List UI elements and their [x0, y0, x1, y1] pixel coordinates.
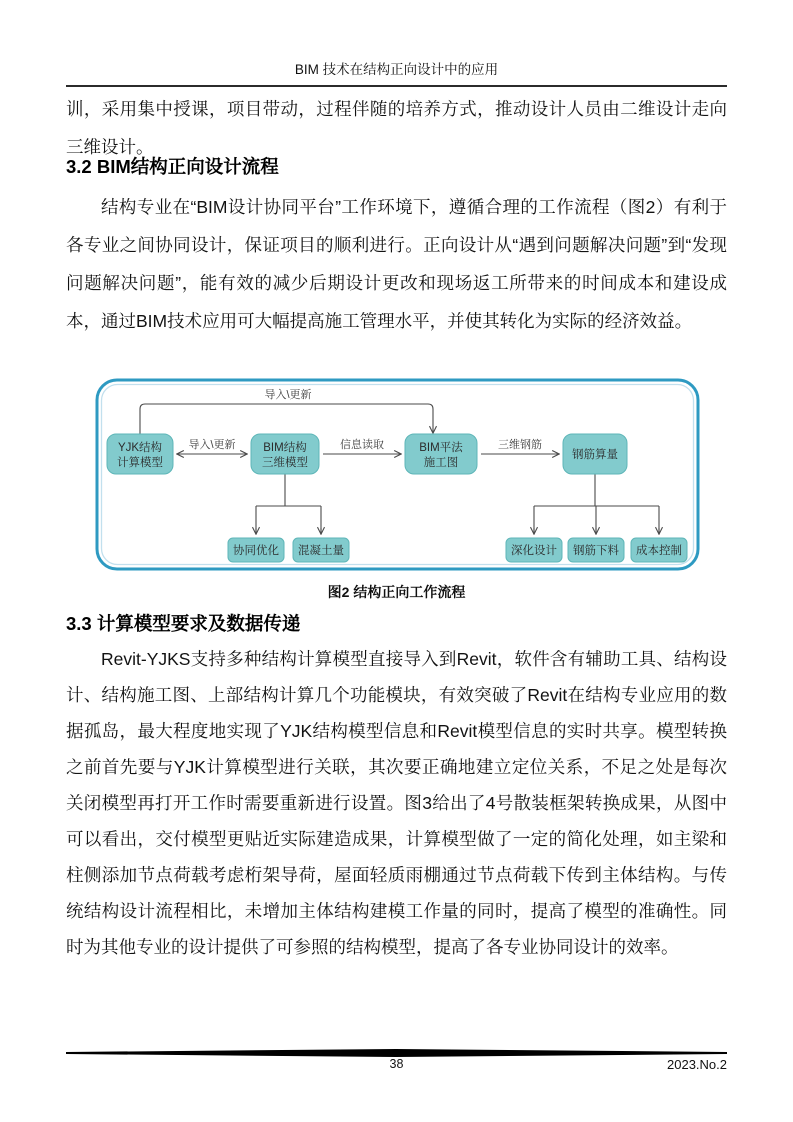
node-rebar-calc-label: 钢筋算量: [572, 449, 618, 461]
edge-label-rebar-3d: 三维钢筋: [498, 439, 542, 451]
node-yjk-calc-model-line2: 计算模型: [117, 457, 163, 469]
node-bim-3d-model-line1: BIM结构: [263, 442, 307, 454]
footer-page-number: 38: [389, 1057, 404, 1071]
node-bim-3d-model-line2: 三维模型: [262, 457, 308, 469]
section-heading-3-2: 3.2 BIM结构正向设计流程: [66, 156, 279, 177]
node-bim-plan-drawing-line1: BIM平法: [419, 442, 463, 454]
edge-label-info-read: 信息读取: [340, 439, 384, 451]
node-concrete-qty-label: 混凝土量: [298, 545, 344, 557]
section-heading-3-3: 3.3 计算模型要求及数据传递: [66, 613, 301, 634]
node-cost-control-label: 成本控制: [636, 545, 682, 557]
node-collab-opt-label: 协同优化: [233, 545, 279, 557]
node-deepen-design-label: 深化设计: [511, 545, 557, 557]
paragraph-section-3-2: 结构专业在“BIM设计协同平台”工作环境下，遵循合理的工作流程（图2）有利于各专业之间协同设计，保证项目的顺利进行。正向设计从“遇到问题解决问题”到“发现问题解决问题”，能有效的减少后期设计更改和现场返工所带来的时间成本和建设成本，通过BIM技术应用可大幅提高施工管理水平，并使其转化为实际的经济效益。: [66, 197, 727, 331]
node-yjk-calc-model-line1: YJK结构: [117, 442, 163, 454]
footer-divider-bar: [66, 1045, 727, 1054]
footer-divider-polygon: [66, 1049, 727, 1057]
footer-issue-number: 2023.No.2: [667, 1057, 727, 1072]
figure2-flowchart: [95, 378, 700, 571]
running-head-title: BIM 技术在结构正向设计中的应用: [66, 58, 727, 87]
node-bim-plan-drawing-line2: 施工图: [423, 457, 459, 469]
edge-label-import-update-top: 导入\更新: [264, 389, 312, 401]
paragraph-training-continuation: 训，采用集中授课，项目带动，过程伴随的培养方式，推动设计人员由二维设计走向三维设计。: [66, 99, 727, 157]
paragraph-section-3-3: Revit-YJKS支持多种结构计算模型直接导入到Revit，软件含有辅助工具、结构设计、结构施工图、上部结构计算几个功能模块，有效突破了Revit在结构专业应用的数据孤岛，最大程度地实现了YJK结构模型信息和Revit模型信息的实时共享。模型转换之前首先要与YJK计算模型进行关联，其次要正确地建立定位关系，不足之处是每次关闭模型再打开工作时需要重新进行设置。图3给出了4号散装框架转换成果，从图中可以看出，交付模型更贴近实际建造成果，计算模型做了一定的简化处理，如主梁和柱侧添加节点荷载考虑桁架导荷，屋面轻质雨棚通过节点荷载下传到主体结构。与传统结构设计流程相比，未增加主体结构建模工作量的同时，提高了模型的准确性。同时为其他专业的设计提供了可参照的结构模型，提高了各专业协同设计的效率。: [66, 649, 727, 957]
edge-label-import-update: 导入\更新: [188, 439, 236, 451]
figure2-caption: 图2 结构正向工作流程: [327, 584, 466, 600]
flowchart-svg: [95, 378, 700, 571]
node-rebar-cutting-label: 钢筋下料: [573, 545, 619, 557]
